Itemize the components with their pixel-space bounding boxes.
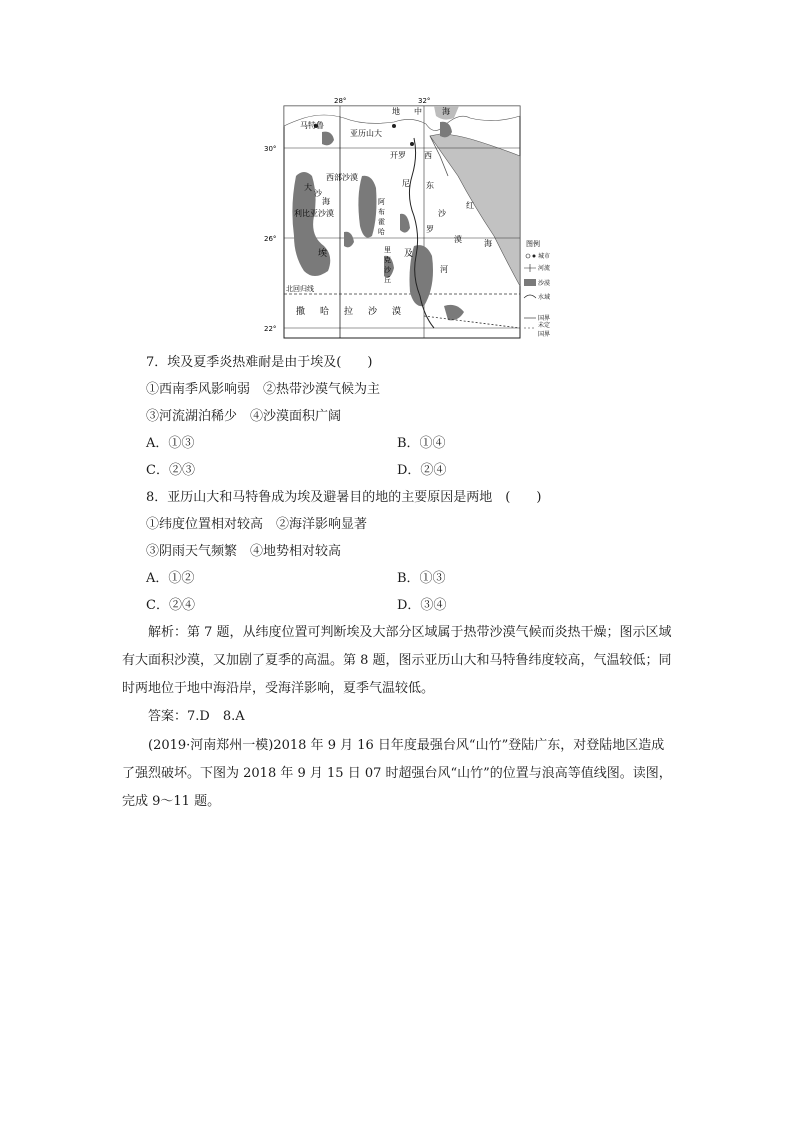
lon-label-32: 32° — [418, 97, 431, 105]
intro-text: (2019·河南郑州一模)2018 年 9 月 16 日年度最强台风“山竹”登陆广东，对登陆地区造成了强烈破坏。下图为 2018 年 9 月 15 日 07 时超强台风“山竹”的位置与浪高等值线图。读图，完成 9～11 题。 — [122, 738, 672, 809]
label-abu-4: 里 — [384, 246, 391, 254]
egypt-map — [244, 96, 554, 342]
label-abu-5: 克 — [384, 256, 391, 264]
q7-option-d: D．②④ — [397, 463, 447, 478]
label-nile-he: 河 — [440, 265, 448, 274]
label-zhong: 中 — [414, 107, 422, 116]
map-legend — [524, 239, 550, 338]
legend-water: 水域 — [538, 294, 551, 301]
label-ai: 埃 — [318, 249, 328, 259]
q8-option-a: A．①② — [146, 571, 195, 586]
lat-label-22: 22° — [264, 325, 277, 333]
label-nile-xi: 西 — [424, 151, 432, 160]
q7-statements-1: ①西南季风影响弱 ②热带沙漠气候为主 — [146, 382, 381, 397]
legend-undetermined: 未定 — [538, 322, 551, 329]
label-hai2: 海 — [322, 197, 330, 206]
label-abu-3: 哈 — [378, 228, 385, 236]
label-kailuo: 开罗 — [390, 151, 406, 160]
label-sahara-1: 哈 — [320, 307, 330, 317]
label-abu-2: 霍 — [378, 218, 385, 226]
label-nile-luo: 罗 — [426, 225, 434, 234]
answer-text: 答案：7.D 8.A — [122, 709, 245, 724]
label-aiji-dong: 东 — [426, 181, 434, 190]
legend-desert: 沙漠 — [538, 280, 551, 287]
city-cairo — [410, 142, 414, 146]
label-abu-0: 阿 — [378, 198, 385, 206]
label-tropic: 北回归线 — [286, 285, 314, 293]
label-libiya: 利比亚沙漠 — [294, 209, 334, 218]
label-hong: 红 — [466, 201, 474, 210]
label-sha: 沙 — [314, 189, 322, 198]
legend-undetermined-2: 国界 — [538, 331, 551, 338]
label-matelu: 马特鲁 — [300, 121, 324, 130]
label-abu-1: 布 — [378, 208, 385, 216]
legend-title: 图例 — [526, 240, 540, 248]
label-ji: 及 — [404, 249, 414, 259]
label-xibushamo: 西部沙漠 — [326, 173, 358, 182]
label-abu-6: 沙 — [384, 266, 391, 274]
q8-option-b: B．①③ — [397, 571, 446, 586]
q8-option-d: D．③④ — [397, 598, 447, 613]
lat-label-30: 30° — [264, 145, 277, 153]
q7-option-a: A．①③ — [146, 436, 195, 451]
q7-stem: 7．埃及夏季炎热难耐是由于埃及( ) — [146, 355, 373, 370]
label-mo: 漠 — [454, 235, 462, 244]
egypt-map-svg — [244, 96, 554, 342]
label-yalishanda: 亚历山大 — [350, 129, 382, 138]
analysis-text: 解析：第 7 题，从纬度位置可判断埃及大部分区域属于热带沙漠气候而炎热干燥；图示区域有大面积沙漠，又加剧了夏季的高温。第 8 题，图示亚历山大和马特鲁纬度较高，气温较低；同时两地位于地中海沿岸，受海洋影响，夏季气温较低。 — [122, 625, 672, 696]
label-hai3: 海 — [484, 239, 492, 248]
legend-city: 城市 — [538, 253, 551, 260]
q8-stem: 8．亚历山大和马特鲁成为埃及避暑目的地的主要原因是两地 ( ) — [146, 490, 542, 505]
label-hai: 海 — [442, 107, 450, 116]
q7-option-c: C．②③ — [146, 463, 195, 478]
lat-label-26: 26° — [264, 235, 277, 243]
label-sahara-2: 拉 — [344, 307, 354, 317]
desert-abu — [358, 176, 376, 238]
q7-option-b: B．①④ — [397, 436, 446, 451]
q8-statements-2: ③阴雨天气频繁 ④地势相对较高 — [146, 544, 342, 559]
analysis-block — [122, 619, 674, 731]
label-sahara-0: 撒 — [296, 307, 306, 317]
label-da: 大 — [304, 183, 312, 192]
label-sahara-3: 沙 — [368, 307, 378, 317]
label-sahara-4: 漠 — [392, 307, 402, 317]
label-sha2: 沙 — [438, 209, 446, 218]
label-nile-ni: 尼 — [402, 179, 410, 188]
legend-river: 河流 — [538, 265, 551, 272]
label-di: 地 — [392, 107, 400, 116]
label-abu-7: 丘 — [384, 276, 391, 284]
intro-block — [122, 732, 674, 816]
q8-option-c: C．②④ — [146, 598, 195, 613]
q8-statements-1: ①纬度位置相对较高 ②海洋影响显著 — [146, 517, 368, 532]
legend-border: 国界 — [538, 315, 551, 322]
city-alexandria — [392, 124, 396, 128]
q7-statements-2: ③河流湖泊稀少 ④沙漠面积广阔 — [146, 409, 342, 424]
lon-label-28: 28° — [334, 97, 347, 105]
